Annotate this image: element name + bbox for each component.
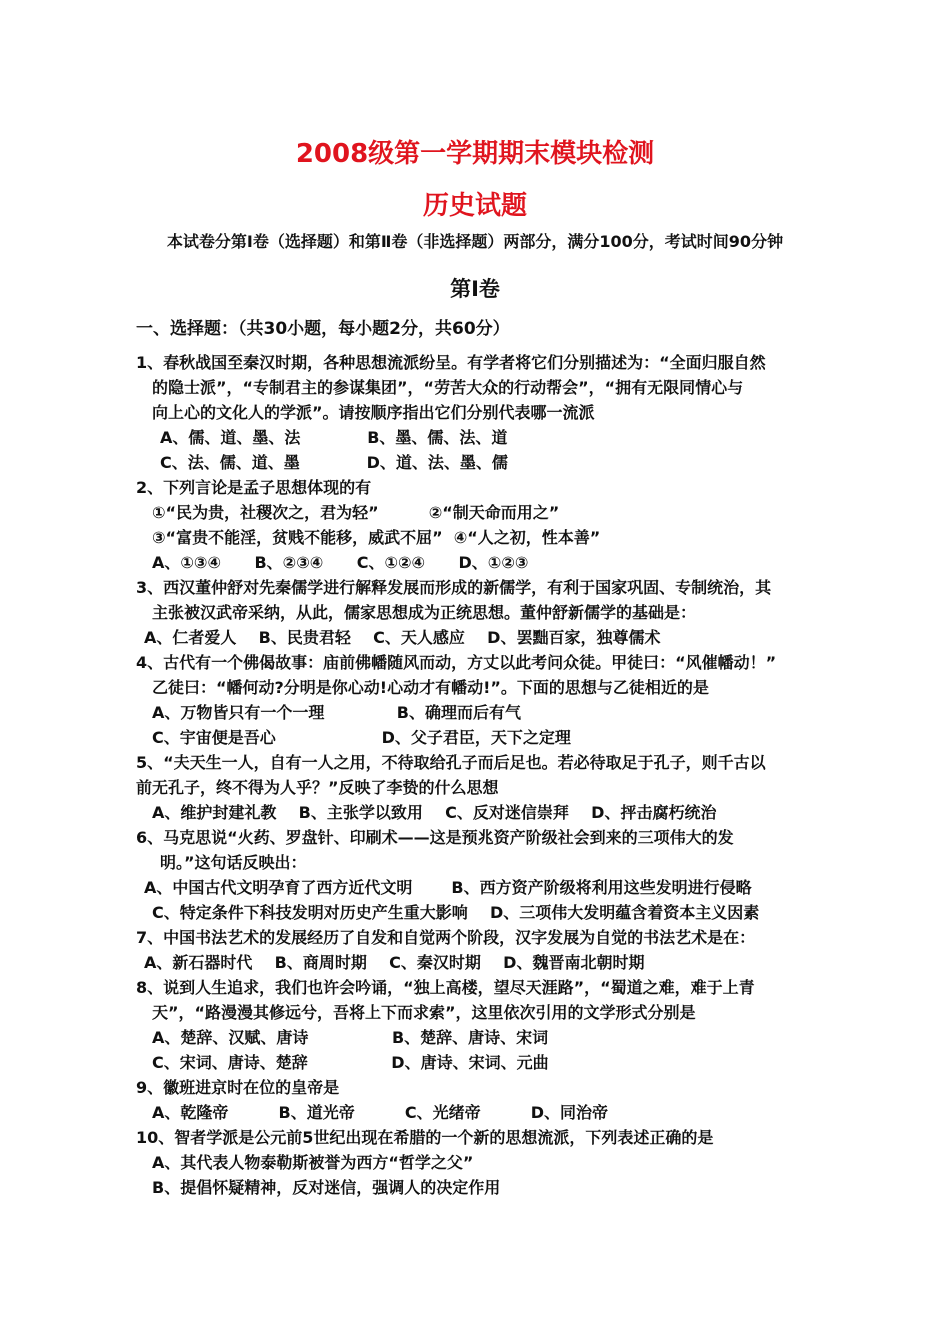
option-line: A、仁者爱人 B、民贵君轻 C、天人感应 D、罢黜百家，独尊儒术	[144, 628, 661, 647]
question-line: 1、春秋战国至秦汉时期，各种思想流派纷呈。有学者将它们分别描述为：“全面归服自然	[136, 353, 766, 372]
question-line: 6、马克思说“火药、罗盘针、印刷术——这是预兆资产阶级社会到来的三项伟大的发	[136, 828, 734, 847]
question-line: 天”，“路漫漫其修远兮，吾将上下而求索”，这里依次引用的文学形式分别是	[152, 1003, 696, 1022]
option-line: B、提倡怀疑精神，反对迷信，强调人的决定作用	[152, 1178, 501, 1197]
option-line: A、中国古代文明孕育了西方近代文明 B、西方资产阶级将利用这些发明进行侵略	[144, 878, 752, 897]
question-line: 3、西汉董仲舒对先秦儒学进行解释发展而形成的新儒学，有利于国家巩固、专制统治，其	[136, 578, 772, 597]
option-line: C、宇宙便是吾心 D、父子君臣，天下之定理	[152, 728, 571, 747]
option-line: C、宋词、唐诗、楚辞 D、唐诗、宋词、元曲	[152, 1053, 549, 1072]
option-line: C、法、儒、道、墨 D、道、法、墨、儒	[160, 453, 508, 472]
question-line: 8、说到人生追求，我们也许会吟诵，“独上高楼，望尽天涯路”，“蜀道之难，难于上青	[136, 978, 755, 997]
question-line: 乙徒曰：“幡何动?分明是你心动!心动才有幡动!”。下面的思想与乙徒相近的是	[152, 678, 709, 697]
document-subtitle: 历史试题	[422, 191, 527, 221]
option-line: A、楚辞、汉赋、唐诗 B、楚辞、唐诗、宋词	[152, 1028, 549, 1047]
option-line: A、①③④ B、②③④ C、①②④ D、①②③	[152, 553, 529, 572]
question-line: 7、中国书法艺术的发展经历了自发和自觉两个阶段，汉字发展为自觉的书法艺术是在：	[136, 928, 756, 947]
option-line: A、维护封建礼教 B、主张学以致用 C、反对迷信崇拜 D、抨击腐朽统治	[152, 803, 717, 822]
question-line: 主张被汉武帝采纳，从此，儒家思想成为正统思想。董仲舒新儒学的基础是：	[152, 603, 697, 622]
statement-line: ①“民为贵，社稷次之，君为轻” ②“制天命而用之”	[152, 503, 560, 522]
question-line: 向上心的文化人的学派”。请按顺序指出它们分别代表哪一流派	[152, 403, 595, 422]
question-line: 的隐士派”，“专制君主的参谋集团”，“劳苦大众的行动帮会”，“拥有无限同情心与	[152, 378, 744, 397]
option-line: A、乾隆帝 B、道光帝 C、光绪帝 D、同治帝	[152, 1103, 609, 1122]
option-line: C、特定条件下科技发明对历史产生重大影响 D、三项伟大发明蕴含着资本主义因素	[152, 903, 760, 922]
option-line: A、新石器时代 B、商周时期 C、秦汉时期 D、魏晋南北朝时期	[144, 953, 645, 972]
question-line: 4、古代有一个佛偈故事：庙前佛幡随风而动，方丈以此考问众徒。甲徒曰：“风催幡动！”	[136, 653, 777, 672]
statement-line: ③“富贵不能淫，贫贱不能移，威武不屈” ④“人之初，性本善”	[152, 528, 601, 547]
option-line: A、其代表人物泰勒斯被誉为西方“哲学之父”	[152, 1153, 474, 1172]
question-line: 2、下列言论是孟子思想体现的有	[136, 478, 372, 497]
section-heading: 一、选择题：（共30小题，每小题2分，共60分）	[136, 319, 510, 339]
question-line: 9、徽班进京时在位的皇帝是	[136, 1078, 340, 1097]
question-line: 10、智者学派是公元前5世纪出现在希腊的一个新的思想流派，下列表述正确的是	[136, 1128, 714, 1147]
document-title: 2008级第一学期期末模块检测	[295, 139, 655, 169]
option-line: A、万物皆只有一个一理 B、确理而后有气	[152, 703, 521, 722]
question-line: 5、“夫天生一人，自有一人之用，不待取给孔子而后足也。若必待取足于孔子，则千古以	[136, 753, 766, 772]
part-heading: 第Ⅰ卷	[450, 277, 500, 301]
question-line: 前无孔子，终不得为人乎？”反映了李贽的什么思想	[136, 778, 499, 797]
option-line: A、儒、道、墨、法 B、墨、儒、法、道	[160, 428, 508, 447]
exam-note: 本试卷分第Ⅰ卷（选择题）和第Ⅱ卷（非选择题）两部分，满分100分，考试时间90分钟	[166, 232, 784, 251]
question-line: 明。”这句话反映出：	[160, 853, 307, 872]
